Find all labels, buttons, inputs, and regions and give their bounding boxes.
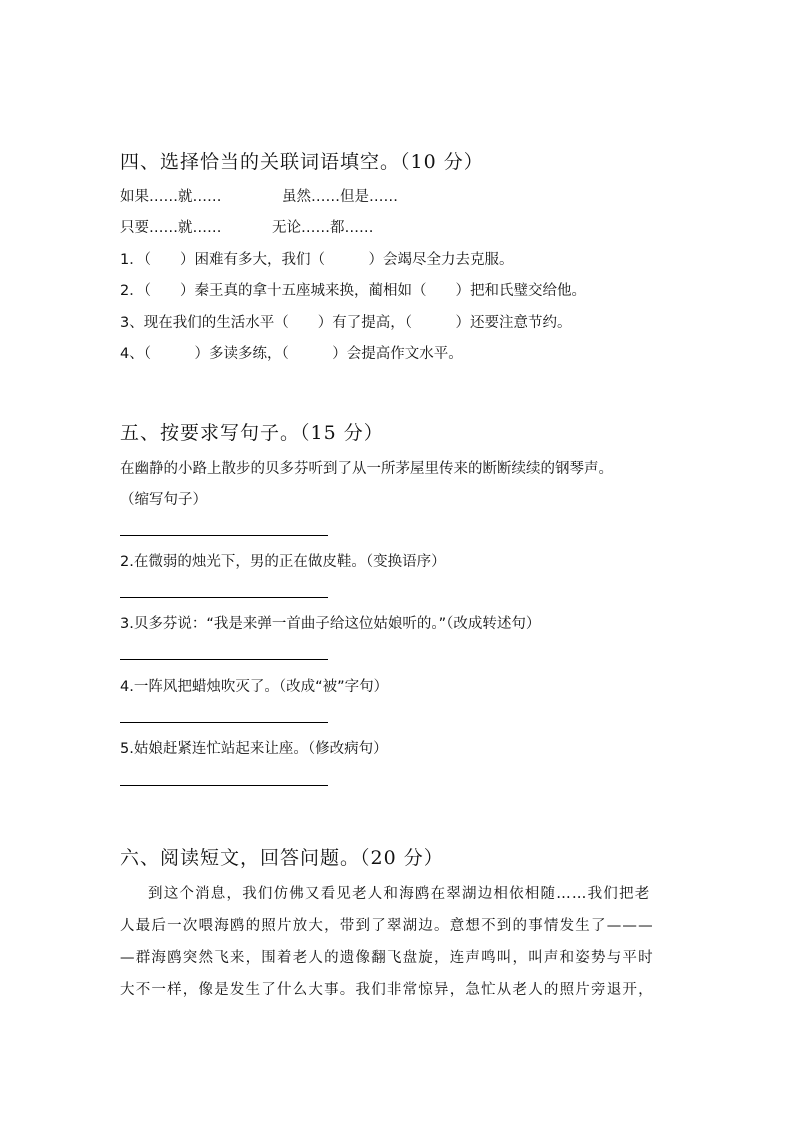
answer-line[interactable] (120, 722, 328, 723)
conjunction-option: 只要……就…… (120, 220, 222, 236)
passage-line: 大不一样，像是发生了什么大事。我们非常惊异，急忙从老人的照片旁退开， (120, 982, 654, 998)
answer-line[interactable] (120, 597, 328, 598)
section-5-heading: 五、按要求写句子。（15 分） (120, 422, 384, 444)
question-4-2: 2．（ ）秦王真的拿十五座城来换，蔺相如（ ）把和氏璧交给他。 (120, 283, 586, 299)
conjunction-option: 无论……都…… (272, 220, 374, 236)
section-4-heading: 四、选择恰当的关联词语填空。（10 分） (120, 151, 484, 173)
question-4-1: 1．（ ）困难有多大，我们（ ）会竭尽全力去克服。 (120, 252, 514, 268)
passage-line: 人最后一次喂海鸥的照片放大，带到了翠湖边。意想不到的事情发生了——— (120, 918, 654, 934)
question-5-2: 2.在微弱的烛光下，男的正在做皮鞋。（变换语序） (120, 554, 446, 570)
question-4-4: 4、（ ）多读多练，（ ）会提高作文水平。 (120, 346, 463, 362)
conjunction-option: 虽然……但是…… (282, 189, 398, 205)
answer-line[interactable] (120, 535, 328, 536)
passage-line: 到这个消息，我们仿佛又看见老人和海鸥在翠湖边相依相随……我们把老 (148, 886, 651, 902)
question-5-1-text: 在幽静的小路上散步的贝多芬听到了从一所茅屋里传来的断断续续的钢琴声。 (120, 461, 613, 477)
answer-line[interactable] (120, 785, 328, 786)
question-4-3: 3、现在我们的生活水平（ ）有了提高，（ ）还要注意节约。 (120, 315, 572, 331)
question-5-3: 3.贝多芬说：“我是来弹一首曲子给这位姑娘听的。”（改成转述句） (120, 616, 541, 632)
question-5-4: 4.一阵风把蜡烛吹灭了。（改成“被”字句） (120, 679, 389, 695)
answer-line[interactable] (120, 659, 328, 660)
question-5-1-instruction: （缩写句子） (120, 492, 207, 508)
passage-line: —群海鸥突然飞来，围着老人的遗像翻飞盘旋，连声鸣叫，叫声和姿势与平时 (120, 950, 654, 966)
question-5-5: 5.姑娘赶紧连忙站起来让座。（修改病句） (120, 741, 388, 757)
section-6-heading: 六、阅读短文，回答问题。（20 分） (120, 847, 444, 869)
conjunction-option: 如果……就…… (120, 189, 222, 205)
